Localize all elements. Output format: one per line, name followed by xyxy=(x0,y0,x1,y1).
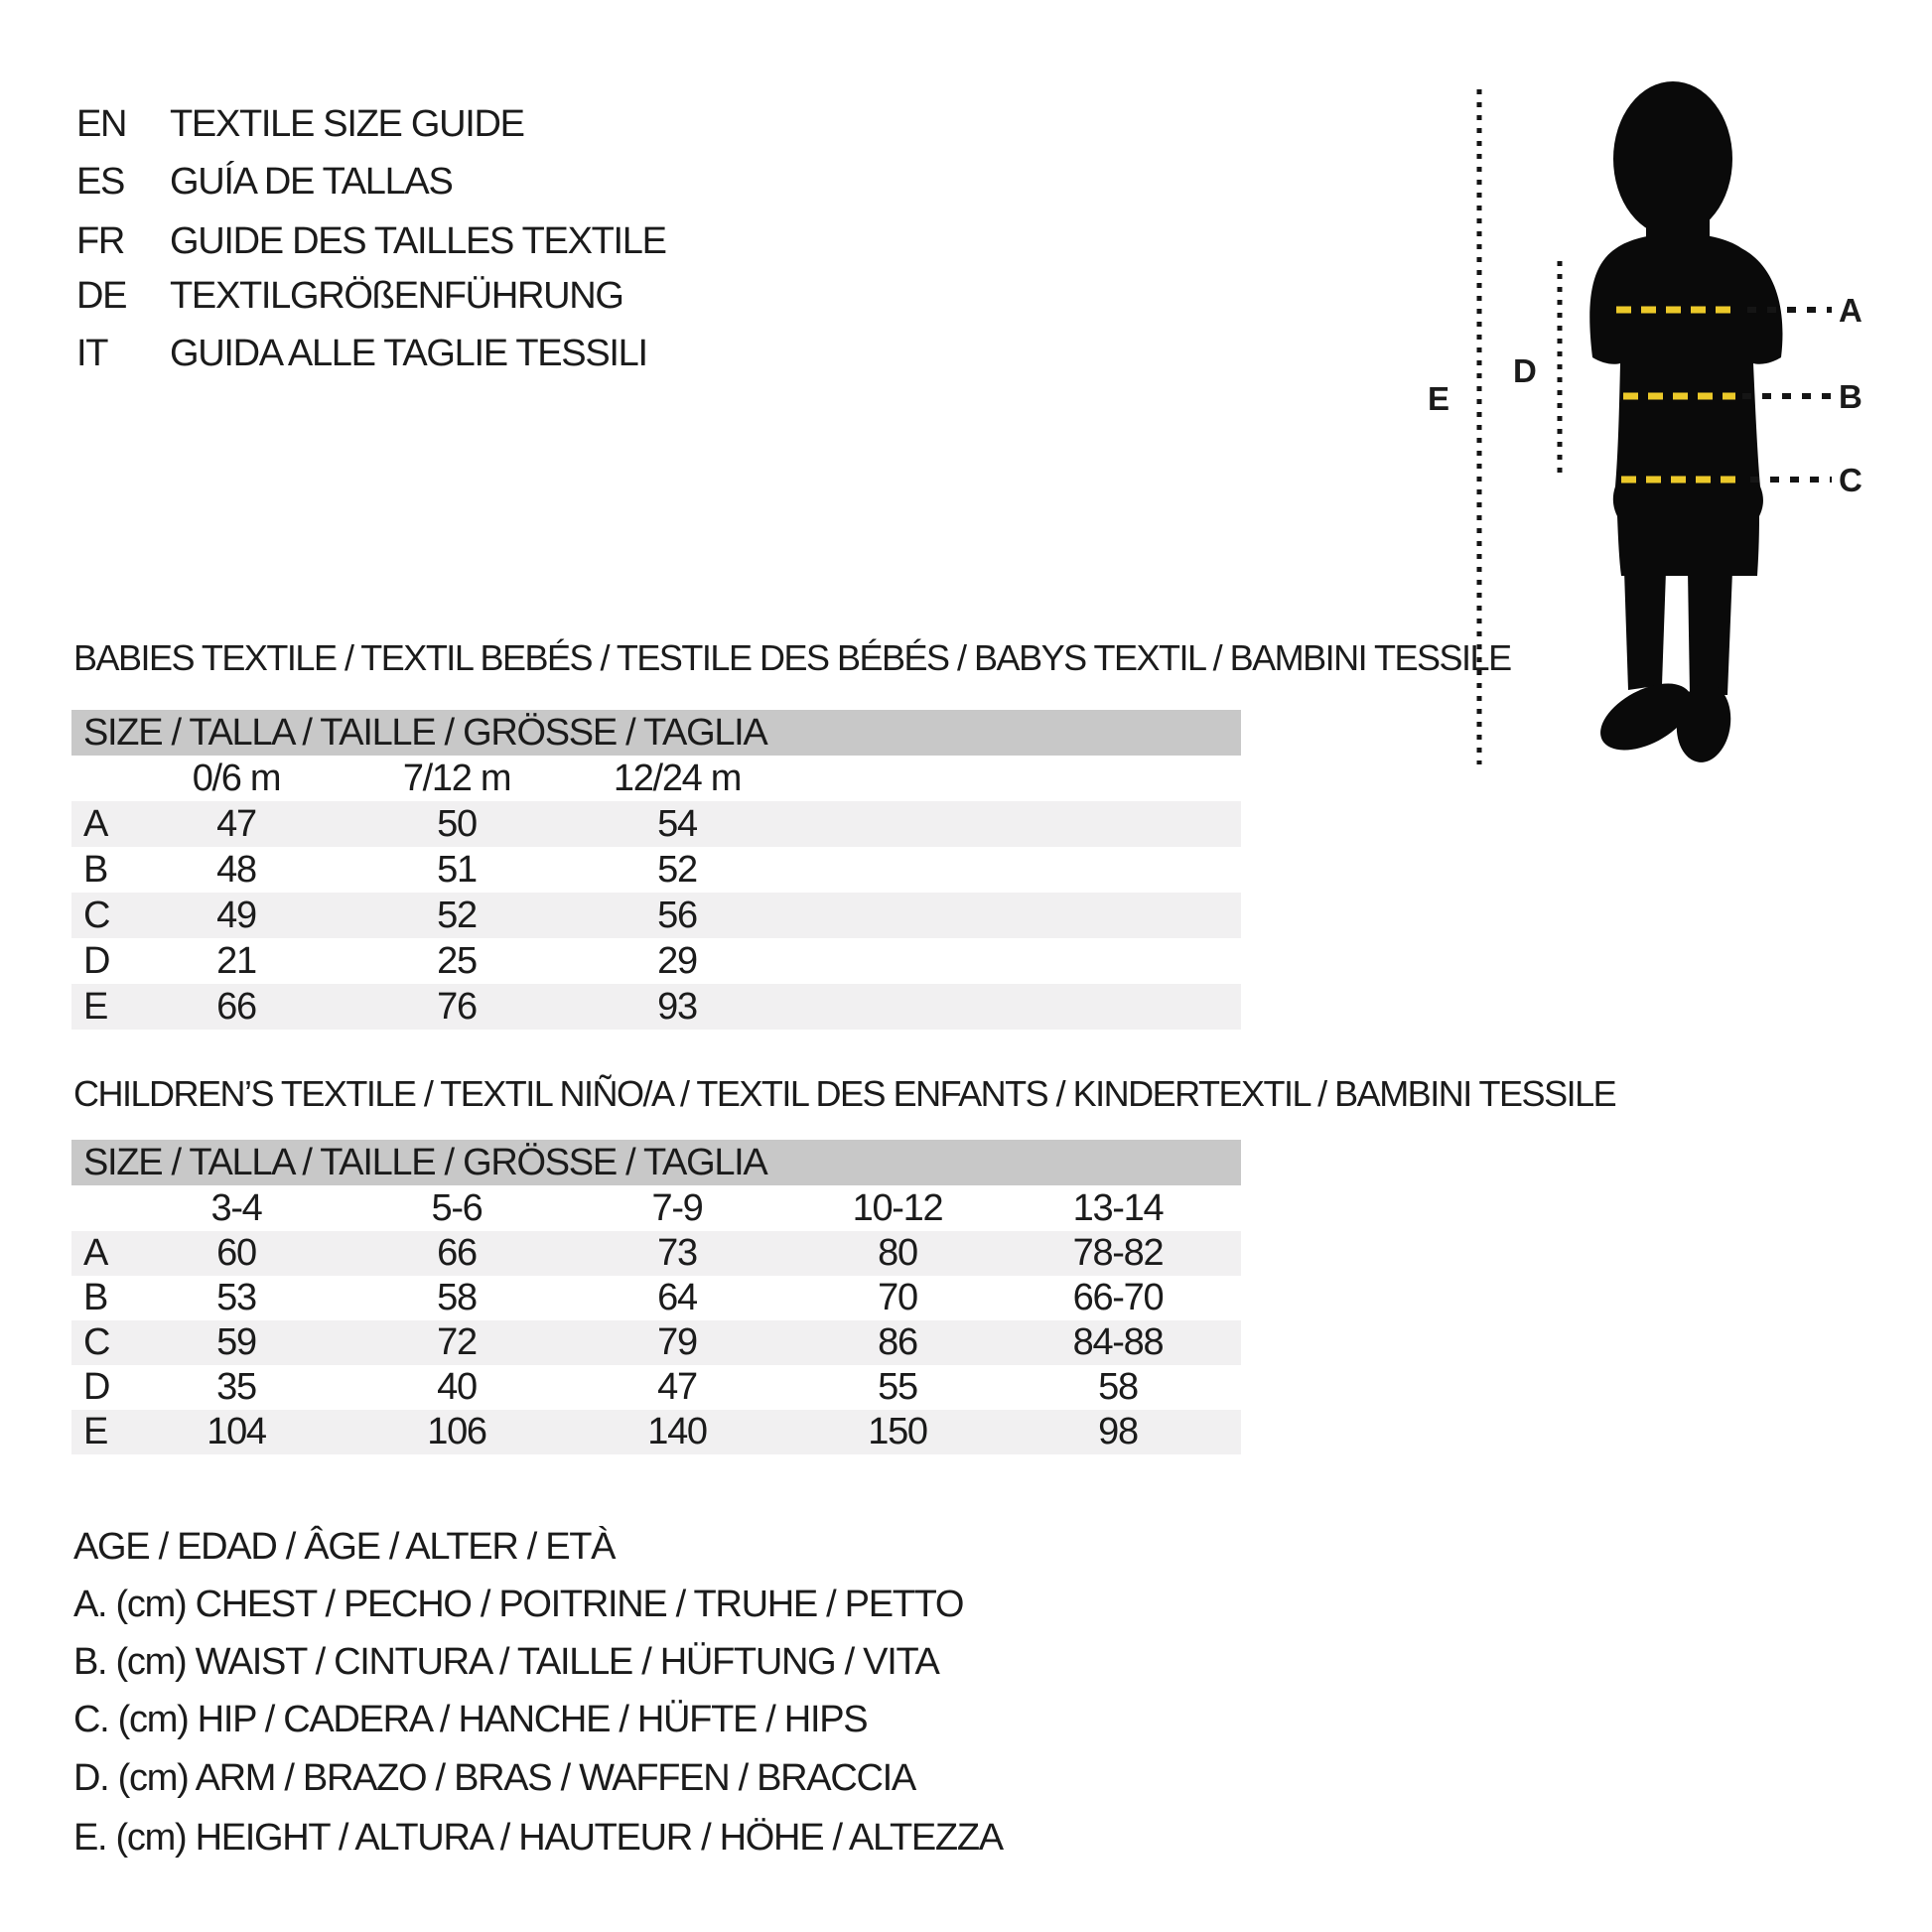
cell: 59 xyxy=(216,1321,256,1363)
row-label: E xyxy=(83,1411,108,1452)
legend-line-arm: D. (cm) ARM / BRAZO / BRAS / WAFFEN / BRACCIA xyxy=(73,1757,915,1799)
figure-label-C: C xyxy=(1839,462,1863,498)
children-size-header-bar xyxy=(71,1140,1241,1185)
lang-title: TEXTILGRÖßENFÜHRUNG xyxy=(170,275,623,317)
cell: 66 xyxy=(437,1232,477,1274)
table-row xyxy=(71,1320,1241,1365)
table-row xyxy=(71,1365,1241,1410)
cell: 72 xyxy=(437,1321,477,1363)
row-label: C xyxy=(83,1321,110,1363)
cell: 66 xyxy=(216,985,256,1028)
child-silhouette xyxy=(1589,81,1782,765)
legend-line-hip: C. (cm) HIP / CADERA / HANCHE / HÜFTE / HIPS xyxy=(73,1699,868,1740)
cell: 80 xyxy=(878,1232,917,1274)
babies-col-header: 12/24 m xyxy=(613,757,742,799)
cell: 51 xyxy=(437,848,477,891)
babies-column-header-row xyxy=(71,756,1241,801)
cell: 53 xyxy=(216,1277,256,1318)
cell: 54 xyxy=(657,802,697,845)
children-col-header: 3-4 xyxy=(210,1186,262,1229)
cell: 49 xyxy=(216,894,256,936)
row-label: A xyxy=(83,802,108,845)
lang-code: FR xyxy=(76,220,125,262)
lang-title: GUIDE DES TAILLES TEXTILE xyxy=(170,220,666,262)
table-row xyxy=(71,893,1241,938)
cell: 29 xyxy=(657,939,697,982)
row-label: D xyxy=(83,1366,110,1408)
lang-title: GUÍA DE TALLAS xyxy=(170,161,453,203)
table-row xyxy=(71,1410,1241,1454)
cell: 66-70 xyxy=(1072,1277,1164,1318)
lang-code: IT xyxy=(76,333,108,374)
table-row xyxy=(71,938,1241,984)
lang-title: TEXTILE SIZE GUIDE xyxy=(170,103,524,145)
babies-col-header: 0/6 m xyxy=(192,757,281,799)
table-row xyxy=(71,1231,1241,1276)
legend-line-age: AGE / EDAD / ÂGE / ALTER / ETÀ xyxy=(73,1526,616,1568)
legend-line-height: E. (cm) HEIGHT / ALTURA / HAUTEUR / HÖHE / ALTEZZA xyxy=(73,1817,1003,1859)
babies-size-header-bar xyxy=(71,710,1241,756)
children-col-header: 5-6 xyxy=(431,1186,483,1229)
legend-line-chest: A. (cm) CHEST / PECHO / POITRINE / TRUHE / PETTO xyxy=(73,1584,964,1625)
figure-label-E: E xyxy=(1428,380,1450,417)
silhouette-torso xyxy=(1589,233,1782,576)
cell: 35 xyxy=(216,1366,256,1408)
children-column-header-row xyxy=(71,1185,1241,1231)
cell: 70 xyxy=(878,1277,917,1318)
children-section-title: CHILDREN’S TEXTILE / TEXTIL NIÑO/A / TEXTIL DES ENFANTS / KINDERTEXTIL / BAMBINI TESSILE xyxy=(73,1073,1616,1114)
row-label: A xyxy=(83,1232,108,1274)
cell: 60 xyxy=(216,1232,256,1274)
cell: 79 xyxy=(657,1321,697,1363)
figure-label-D: D xyxy=(1513,352,1537,389)
cell: 56 xyxy=(657,894,697,936)
lang-title: GUIDA ALLE TAGLIE TESSILI xyxy=(170,333,647,374)
cell: 58 xyxy=(437,1277,477,1318)
cell: 104 xyxy=(207,1411,266,1452)
cell: 58 xyxy=(1098,1366,1138,1408)
cell: 78-82 xyxy=(1072,1232,1164,1274)
cell: 25 xyxy=(437,939,477,982)
cell: 73 xyxy=(657,1232,697,1274)
row-label: B xyxy=(83,1277,108,1318)
cell: 93 xyxy=(657,985,697,1028)
cell: 52 xyxy=(657,848,697,891)
cell: 55 xyxy=(878,1366,917,1408)
babies-section-title: BABIES TEXTILE / TEXTIL BEBÉS / TESTILE DES BÉBÉS / BABYS TEXTIL / BAMBINI TESSILE xyxy=(73,637,1511,678)
children-col-header: 13-14 xyxy=(1072,1186,1164,1229)
cell: 48 xyxy=(216,848,256,891)
cell: 76 xyxy=(437,985,477,1028)
children-col-header: 10-12 xyxy=(852,1186,943,1229)
row-label: E xyxy=(83,985,108,1028)
row-label: B xyxy=(83,848,108,891)
cell: 140 xyxy=(647,1411,707,1452)
lang-code: DE xyxy=(76,275,127,317)
babies-col-header: 7/12 m xyxy=(402,757,511,799)
cell: 40 xyxy=(437,1366,477,1408)
figure-label-A: A xyxy=(1839,292,1863,329)
table-row xyxy=(71,1276,1241,1320)
cell: 47 xyxy=(216,802,256,845)
row-label: D xyxy=(83,939,110,982)
lang-code: ES xyxy=(76,161,125,203)
table-row xyxy=(71,801,1241,847)
cell: 21 xyxy=(216,939,256,982)
lang-code: EN xyxy=(76,103,127,145)
children-size-header-label: SIZE / TALLA / TAILLE / GRÖSSE / TAGLIA xyxy=(83,1141,767,1183)
silhouette-left-leg xyxy=(1624,571,1666,690)
cell: 150 xyxy=(868,1411,927,1452)
children-col-header: 7-9 xyxy=(651,1186,703,1229)
cell: 64 xyxy=(657,1277,697,1318)
cell: 98 xyxy=(1098,1411,1138,1452)
cell: 84-88 xyxy=(1072,1321,1164,1363)
cell: 47 xyxy=(657,1366,697,1408)
figure-label-B: B xyxy=(1839,378,1863,415)
cell: 52 xyxy=(437,894,477,936)
babies-size-header-label: SIZE / TALLA / TAILLE / GRÖSSE / TAGLIA xyxy=(83,711,767,754)
cell: 50 xyxy=(437,802,477,845)
table-row xyxy=(71,984,1241,1030)
row-label: C xyxy=(83,894,110,936)
cell: 106 xyxy=(427,1411,486,1452)
cell: 86 xyxy=(878,1321,917,1363)
silhouette-right-leg xyxy=(1688,571,1732,695)
table-row xyxy=(71,847,1241,893)
legend-line-waist: B. (cm) WAIST / CINTURA / TAILLE / HÜFTUNG / VITA xyxy=(73,1641,939,1683)
